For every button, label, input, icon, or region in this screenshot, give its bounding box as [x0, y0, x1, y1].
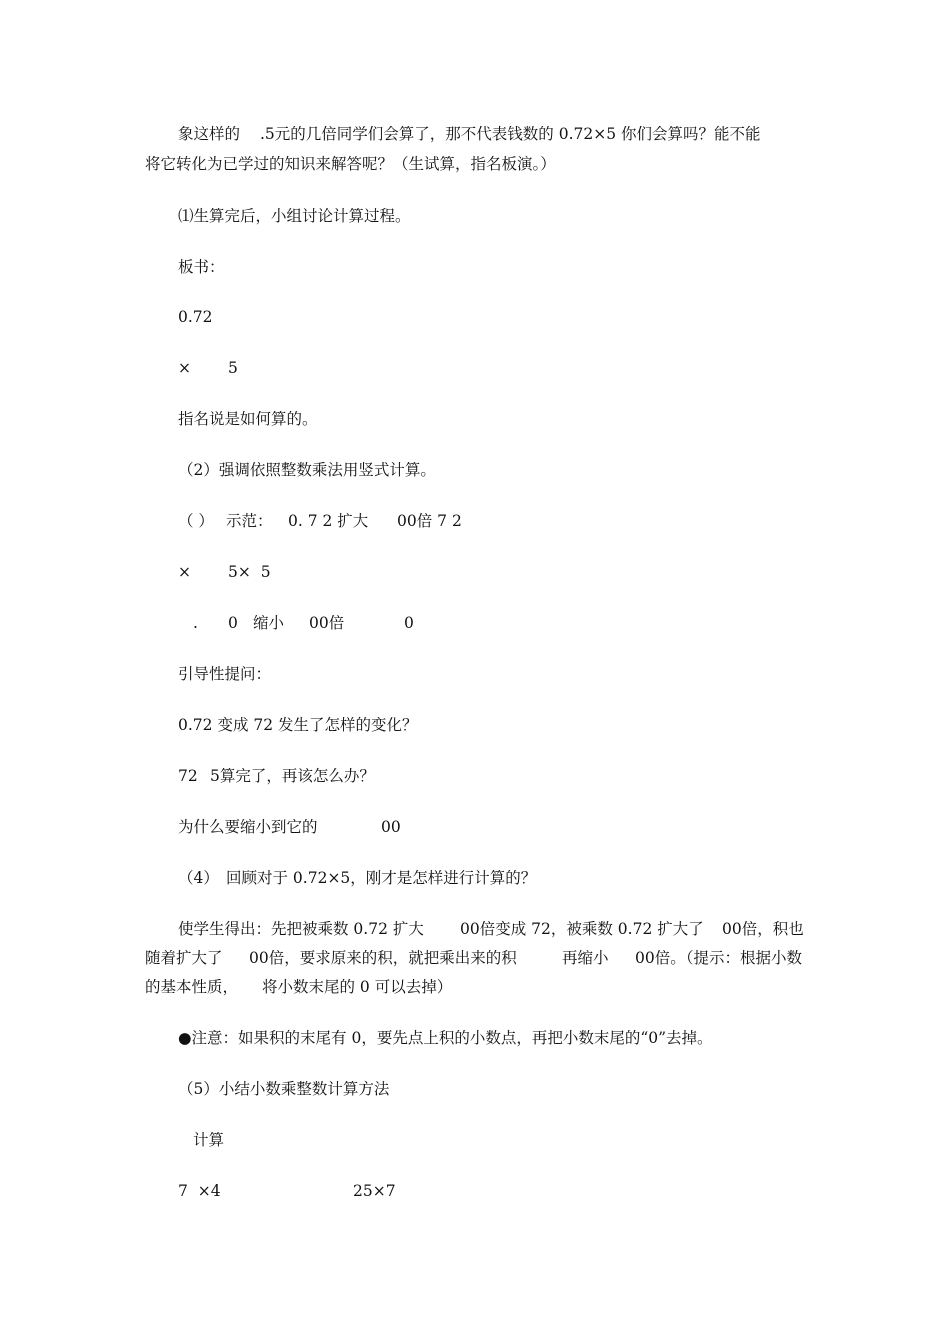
text: 00倍 7 2: [397, 512, 462, 530]
text: 引导性提问：: [178, 665, 272, 683]
text: 缩小: [253, 614, 285, 632]
text: 00倍。（提示：根据小数: [635, 949, 802, 967]
exercise-line: [0, 1181, 396, 1261]
text: 示范：: [226, 512, 273, 530]
text: 象这样的: [178, 125, 241, 143]
times-symbol: ×: [178, 563, 191, 581]
text: 00倍变成 72，被乘数 0.72 扩大了: [460, 920, 704, 938]
text: 00倍，积也: [722, 920, 804, 938]
text: 计算: [193, 1131, 225, 1149]
times-symbol: ×: [178, 359, 191, 377]
text: 随着扩大了: [145, 949, 223, 967]
text: 7 ×4: [178, 1182, 221, 1200]
text: 00倍，要求原来的积，就把乘出来的积: [249, 949, 517, 967]
text: 0.72: [178, 308, 213, 326]
text: （4）: [178, 869, 219, 887]
text: .: [193, 614, 198, 632]
text: ⑴生算完后，小组讨论计算过程。: [178, 207, 411, 225]
text: 5× 5: [228, 563, 271, 581]
text: （2）强调依照整数乘法用竖式计算。: [178, 461, 436, 479]
text: 0: [404, 614, 414, 632]
text: （5）小结小数乘整数计算方法: [178, 1080, 390, 1098]
text: ●注意：如果积的末尾有 0，要先点上积的小数点，再把小数末尾的“0”去掉。: [178, 1029, 713, 1047]
text: 0. 7 2 扩大: [288, 512, 369, 530]
text: 使学生得出：先把被乘数 0.72 扩大: [178, 920, 424, 938]
text: 25×7: [353, 1182, 396, 1200]
text: 00: [381, 818, 401, 836]
text: 回顾对于 0.72×5，刚才是怎样进行计算的？: [226, 869, 537, 887]
text: 00倍: [309, 614, 345, 632]
text: 再缩小: [562, 949, 609, 967]
text: 的基本性质，: [145, 978, 239, 996]
text: .5元的几倍同学们会算了，那不代表钱数的 0.72×5 你们会算吗？能不能: [260, 125, 761, 143]
text: 将它转化为已学过的知识来解答呢？（生试算，指名板演。）: [145, 155, 556, 173]
text: 将小数末尾的 0 可以去掉）: [262, 978, 453, 996]
text: 指名说是如何算的。: [178, 410, 318, 428]
text: 5: [228, 359, 238, 377]
text: 72: [178, 767, 198, 785]
text: 0.72 变成 72 发生了怎样的变化？: [178, 716, 418, 734]
text: 5算完了，再该怎么办？: [210, 767, 375, 785]
text: 为什么要缩小到它的: [178, 818, 318, 836]
paragraph-intro-line-2: [0, 154, 556, 214]
text: 板书：: [178, 258, 225, 276]
text: （ ）: [178, 512, 214, 530]
text: 0: [228, 614, 238, 632]
